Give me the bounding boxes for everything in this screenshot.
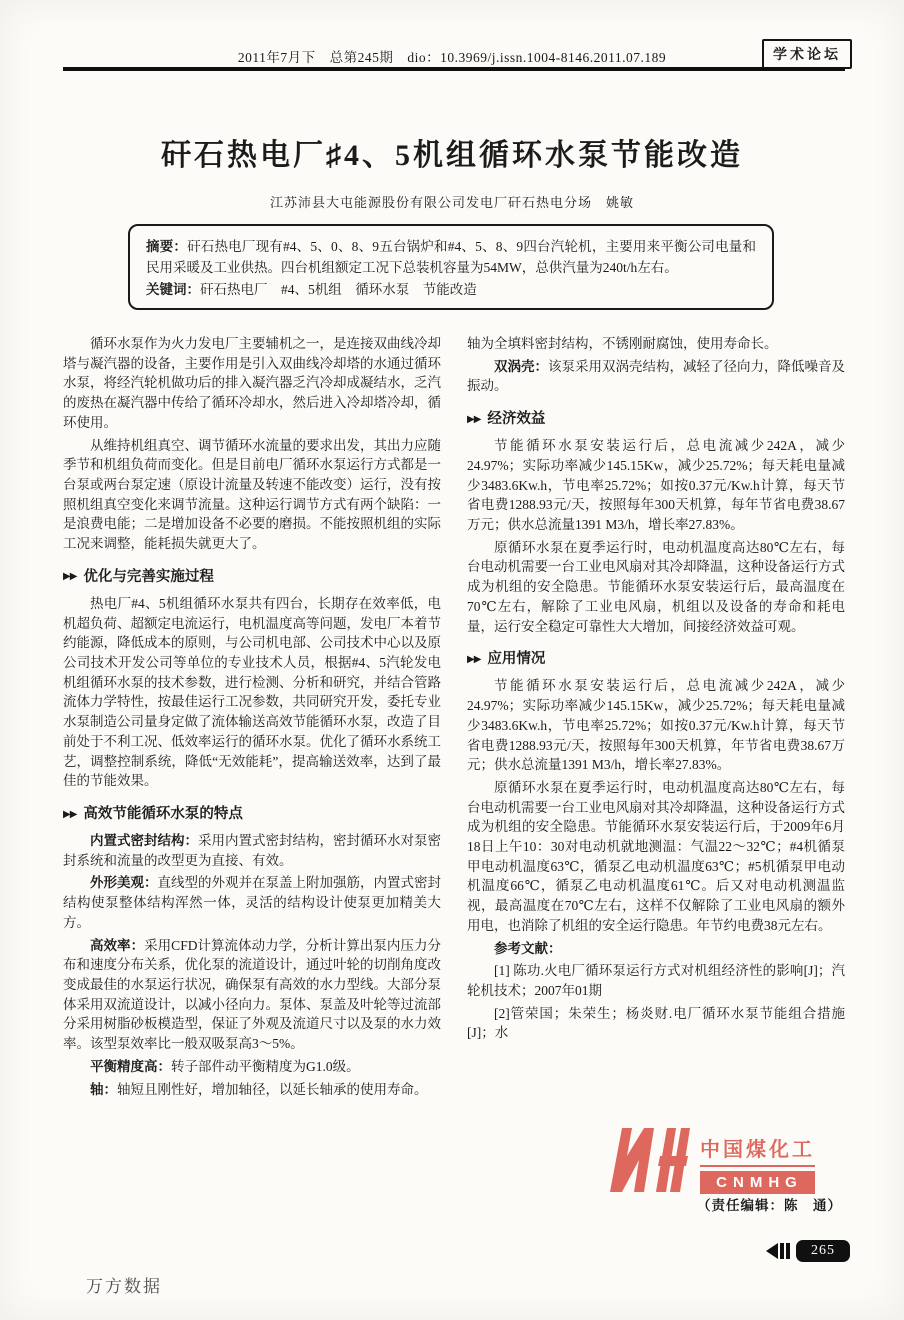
paragraph: 从维持机组真空、调节循环水流量的要求出发，其出力应随季节和机组负荷而变化。但是目前电厂循环水泵运行方式都是一台泵或两台泵定速（原设计流量及转速不能改变）运行，没有按照机组真空变化来调节流量。这种运行调节方式有两个缺陷：一是浪费电能；二是增加设备不必要的磨损。不能按照机组的实际工况来调整，能耗损失就更大了。 <box>63 437 441 552</box>
feature-paragraph <box>63 831 441 870</box>
body-columns <box>63 334 845 1102</box>
paragraph: 节能循环水泵安装运行后，总电流减少242A，减少24.97%；实际功率减少145.15Kw，减少25.72%；每天耗电量减少3483.6Kw.h，节电率25.72%；如按0.37元/Kw.h计算，每天节省电费1288.93元/天，按照每年300天机算，每年节省电费38.67万元；供水总流量1391 M3/h，增长率27.83%。 <box>467 438 845 533</box>
section-heading <box>467 649 845 670</box>
left-column <box>63 334 441 1102</box>
section-heading <box>63 567 441 588</box>
feature-text: 采用CFD计算流体动力学，分析计算出泵内压力分布和速度分布关系，优化泵的流道设计，通过叶轮的切削角度改变成最佳的水泵运行状况，确保泵有高效的水力型线。大部分泵体采用双流道设计，以减小径向力。泵体、泵盖及叶轮等过流部分采用树脂砂板模造型，保证了外观及流道尺寸以及泵的水力效率。该型泵效率比一般双吸泵高3～5%。 <box>63 937 441 1052</box>
section-marker-icon: ▶▶ <box>467 413 481 425</box>
abstract-box <box>128 224 774 310</box>
paragraph: 节能循环水泵安装运行后，总电流减少242A，减少24.97%；实际功率减少145.15Kw，减少25.72%；每天耗电量减少3483.6Kw.h，节电率25.72%；如按0.37元/Kw.h计算，每天节省电费1288.93元/天，按照每年300天机算，年节省电费38.67万元；供水总流量1391 M3/h，增长率27.83%。 <box>467 678 845 773</box>
feature-paragraph <box>63 1057 441 1077</box>
feature-paragraph <box>63 1080 441 1100</box>
section-title: 经济效益 <box>487 411 546 428</box>
wanfang-watermark: 万方数据 <box>86 1277 162 1296</box>
paragraph: 原循环水泵在夏季运行时，电动机温度高达80℃左右，每台电动机需要一台工业电风扇对其冷却降温，这种设备运行方式成为机组的安全隐患。节能循环水泵安装运行后，最高温度在70℃左右，解除了工业电风扇，机组以及设备的寿命和耗电量，运行安全稳定可靠性大大增加，间接经济效益可观。 <box>467 539 845 634</box>
feature-text: 该泵采用双涡壳结构，减轻了径向力，降低噪音及振动。 <box>467 358 845 394</box>
editor-note: （责任编辑：陈 通） <box>697 1198 842 1213</box>
feature-lead: 内置式密封结构： <box>90 833 198 849</box>
feature-text: 采用内置式密封结构，密封循环水对泵密封系统和流量的改型更为直接、有效。 <box>63 833 441 868</box>
feature-lead: 外形美观： <box>90 875 158 891</box>
left-triangle-icon <box>766 1243 778 1259</box>
abstract-label: 摘要： <box>146 239 188 254</box>
reference-item: [1] 陈功.火电厂循环泵运行方式对机组经济性的影响[J]；汽轮机技术；2007年01期 <box>467 963 845 998</box>
author-line: 江苏沛县大屯能源股份有限公司发电厂矸石热电分场 姚敏 <box>269 195 634 210</box>
forum-badge: 学术论坛 <box>762 39 852 69</box>
section-marker-icon: ▶▶ <box>63 808 77 820</box>
cnmhg-watermark <box>608 1124 815 1194</box>
section-heading <box>467 409 845 430</box>
right-column <box>467 334 845 1102</box>
cnmhg-logo-icon <box>608 1124 690 1194</box>
feature-lead: 轴： <box>90 1081 117 1097</box>
paragraph: 原循环水泵在夏季运行时，电动机温度高达80℃左右，每台电动机需要一台工业电风扇对其冷却降温，这种设备运行方式成为机组的安全隐患。节能循环水泵安装运行后，于2009年6月18日上午10：30对电动机就地测温：气温22～32℃；#4机循泵甲电动机温度63℃，循泵乙电动机温度63℃；#5机循泵甲电动机温度66℃，循泵乙电动机温度61℃。后又对电动机测温监视，最高温度在70℃左右，这样不仅解除了工业电风扇的额外用电，也消除了机组的安全运行隐患。年节约电费38元左右。 <box>467 779 845 933</box>
section-heading <box>63 804 441 825</box>
feature-lead: 双涡壳： <box>494 358 548 374</box>
feature-text: 转子部件动平衡精度为G1.0级。 <box>171 1058 360 1074</box>
paper-title: 矸石热电厂♯4、5机组循环水泵节能改造 <box>161 139 743 172</box>
paragraph: 循环水泵作为火力发电厂主要辅机之一，是连接双曲线冷却塔与凝汽器的设备，主要作用是引入双曲线冷却塔的水通过循环水泵，将经汽轮机做功后的排入凝汽器乏汽冷却成凝结水，乏汽的废热在凝汽器中传给了循环冷却水，然后进入冷却塔冷却，循环使用。 <box>63 336 441 430</box>
feature-paragraph <box>467 357 845 396</box>
reference-item: [2]管荣国；朱荣生；杨炎财.电厂循环水泵节能组合措施[J]；水 <box>467 1005 845 1041</box>
abstract-text: 矸石热电厂现有#4、5、0、8、9五台锅炉和#4、5、8、9四台汽轮机，主要用来平衡公司电量和民用采暖及工业供热。四台机组额定工况下总装机容量为54MW，总供汽量为240t/h左右。 <box>146 239 757 276</box>
abstract-line <box>146 236 756 279</box>
keywords-label: 关键词： <box>146 281 200 297</box>
feature-text: 直线型的外观并在泵盖上附加强筋，内置式密封结构使泵整体结构浑然一体，灵活的结构设计使泵更加精美大方。 <box>63 875 441 930</box>
page-number-badge: 265 <box>796 1240 850 1262</box>
nav-bar-icon <box>780 1243 784 1259</box>
feature-lead: 高效率： <box>90 937 145 953</box>
feature-text: 轴短且刚性好，增加轴径，以延长轴承的使用寿命。 <box>117 1081 428 1097</box>
keywords-text: 矸石热电厂 #4、5机组 循环水泵 节能改造 <box>200 281 477 297</box>
watermark-cn-text: 中国煤化工 <box>700 1133 815 1167</box>
section-title: 应用情况 <box>487 651 546 668</box>
header-rule <box>63 67 845 71</box>
nav-bar-icon <box>786 1243 790 1259</box>
paragraph: 轴为全填料密封结构，不锈刚耐腐蚀，使用寿命长。 <box>467 336 778 351</box>
references-label: 参考文献： <box>494 940 562 956</box>
watermark-text-block <box>700 1133 815 1194</box>
page-nav <box>766 1240 850 1262</box>
feature-paragraph <box>63 936 441 1054</box>
feature-lead: 平衡精度高： <box>90 1058 171 1074</box>
section-marker-icon: ▶▶ <box>63 571 77 583</box>
feature-paragraph <box>63 873 441 932</box>
header-issue-line: 2011年7月下 总第245期 dio：10.3969/j.issn.1004-8146.2011.07.189 <box>237 50 667 65</box>
section-title: 高效节能循环水泵的特点 <box>83 805 243 822</box>
paragraph: 热电厂#4、5机组循环水泵共有四台，长期存在效率低，电机超负荷、超额定电流运行，电机温度高等问题，发电厂本着节约能源，降低成本的原则，与公司机电部、公司技术中心以及原公司技术开发公司等单位的专业技术人员，根据#4、5汽轮发电机组循环水泵的技术参数，进行检测、分析和研究，并结合管路流体力学特性，按最佳运行工况参数，共同研究开发，委托专业水泵制造公司量身定做了流体输送高效节能循环水泵，改造了目前处于不利工况、低效率运行的循环水泵。优化了循环水系统工艺，调整控制系统，降低“无效能耗”，提高输送效率，达到了最佳的节能效果。 <box>63 595 441 789</box>
section-marker-icon: ▶▶ <box>467 653 481 665</box>
watermark-en-badge: CNMHG <box>700 1171 815 1194</box>
keywords-line <box>146 279 756 300</box>
section-title: 优化与完善实施过程 <box>83 568 214 585</box>
